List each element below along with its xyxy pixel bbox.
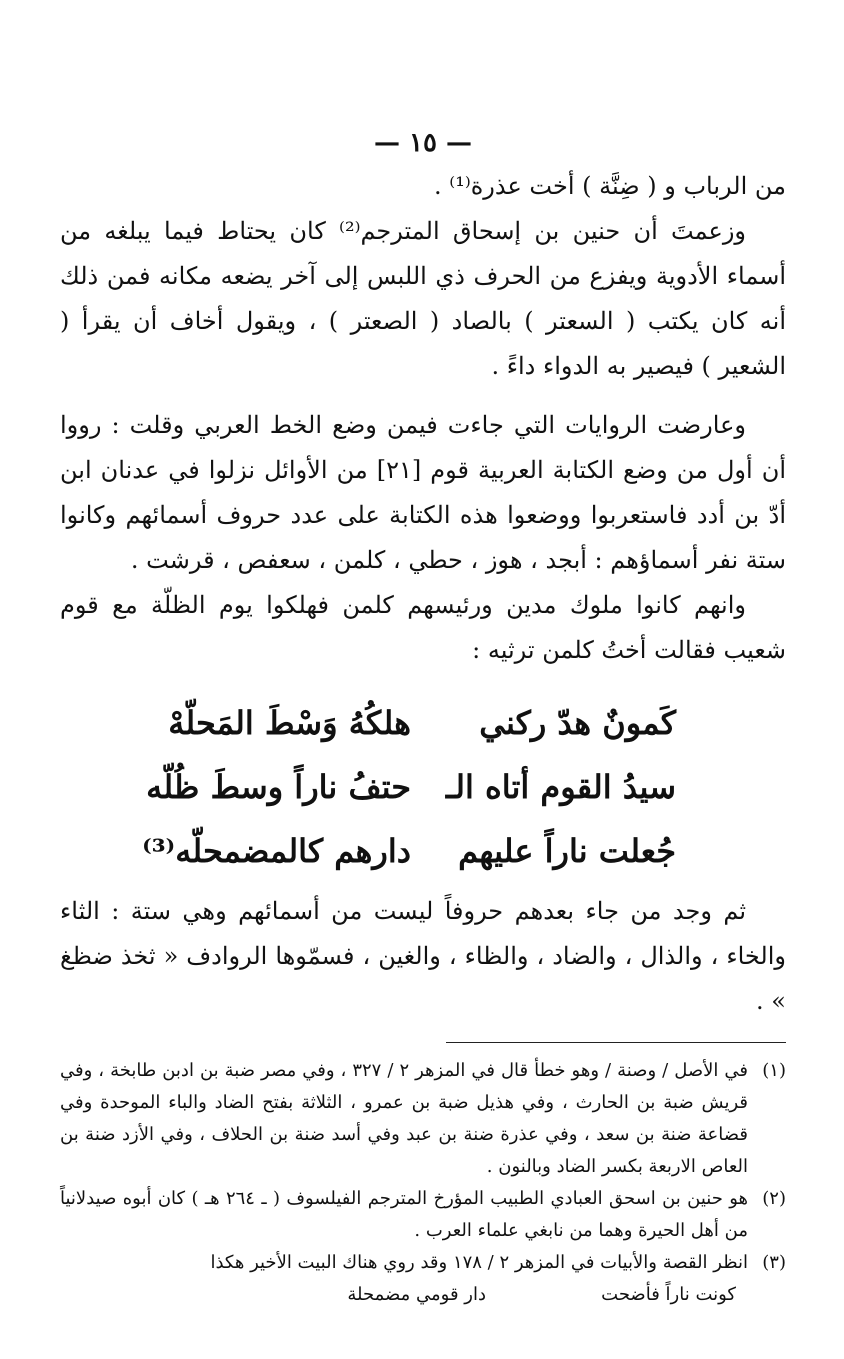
verse-3-first-half: جُعلت ناراً عليهم	[458, 832, 676, 870]
footnote-1-text: في الأصل / وصنة / وهو خطأ قال في المزهر ٢ / ٣٢٧ ، وفي مصر ضبة بن ادبن طابخة ، وفي قريش ضبة بن الحارث ، وفي هذيل ضبة بن عمرو ، الثلاثة بفتح الضاد والباء الموحدة وفي قضاعة ضنة بن سعد ، وفي عذرة ضنة بن عبد وفي أسد ضنة بن الحلاف ، وفي الأزد ضنة بن العاص الاربعة بكسر الضاد وبالنون .	[60, 1060, 749, 1177]
footnote-verse-first-half: كونت ناراً فأضحت	[601, 1284, 736, 1305]
paragraph-3: وعارضت الروايات التي جاءت فيمن وضع الخط العربي وقلت : رووا أن أول من وضع الكتابة العربية قوم [٢١] من الأوائل نزلوا في عدنان ابن أدّ بن أدد فاستعربوا ووضعوا هذه الكتابة على عدد حروف أسمائهم وكانوا ستة نفر أسماؤهم : أبجد ، هوز ، حطي ، كلمن ، سعفص ، قرشت .	[60, 411, 786, 574]
footnote-2-mark: (٢)	[762, 1188, 786, 1209]
footnote-2-text: هو حنين بن اسحق العبادي الطبيب المؤرخ المترجم الفيلسوف ( ـ ٢٦٤ هـ ) كان أبوه صيدلانياً من أهل الحيرة وهما من نابغي علماء العرب .	[60, 1188, 749, 1241]
footnote-3-text: انظر القصة والأبيات في المزهر ٢ / ١٧٨ وقد روي هناك البيت الأخير هكذا	[210, 1252, 748, 1273]
footnote-3-mark: (٣)	[762, 1252, 786, 1273]
footnote-verse-second-half: دار قومي مضمحلة	[347, 1284, 486, 1305]
verse-1-second-half: هلكُهُ وَسْطَ المَحلّهْ	[168, 704, 411, 742]
verse-1-first-half: كَمونٌ هدّ ركني	[479, 704, 676, 742]
main-text	[60, 164, 786, 673]
paragraph-2: وزعمتَ أن حنين بن إسحاق المترجم⁽²⁾ كان يحتاط فيما يبلغه من أسماء الأدوية ويفزع من الحرف ذي اللبس إلى آخر يضعه مكانه فمن ذلك أنه كان يكتب ( السعتر ) بالصاد ( الصعتر ) ، ويقول أخاف أن يقرأ ( الشعير ) فيصير به الدواء داءً .	[60, 217, 786, 380]
footnote-verse	[60, 1279, 736, 1311]
closing-paragraph: ثم وجد من جاء بعدهم حروفاً ليست من أسمائهم وهي ستة : الثاء والخاء ، والذال ، والضاد ، والظاء ، والغين ، فسمّوها الروادف « ثخذ ضظغ » .	[60, 897, 786, 1015]
footnote-2	[60, 1183, 786, 1247]
verse-line-2	[60, 755, 786, 819]
verse-2-second-half: حتفُ ناراً وسطَ ظُلّه	[146, 768, 411, 806]
verse-line-3	[60, 819, 786, 883]
poem	[60, 691, 786, 883]
footnotes	[60, 1055, 786, 1311]
verse-2-first-half: سيدُ القوم أتاه الـ	[445, 768, 676, 806]
footnote-1	[60, 1055, 786, 1183]
footnote-1-mark: (١)	[762, 1060, 786, 1081]
footnote-divider	[446, 1042, 786, 1043]
verse-line-1	[60, 691, 786, 755]
paragraph-1: من الرباب و ( ضِنَّة ) أخت عذرة⁽¹⁾ .	[434, 172, 786, 200]
paragraph-4: وانهم كانوا ملوك مدين ورئيسهم كلمن فهلكوا يوم الظلّة مع قوم شعيب فقالت أختُ كلمن ترثيه :	[60, 591, 786, 664]
page-number: — ١٥ —	[373, 128, 473, 158]
footnote-3	[60, 1247, 786, 1279]
closing-text	[60, 889, 786, 1024]
verse-3-second-half: دارهم كالمضمحلّه⁽³⁾	[142, 832, 411, 870]
